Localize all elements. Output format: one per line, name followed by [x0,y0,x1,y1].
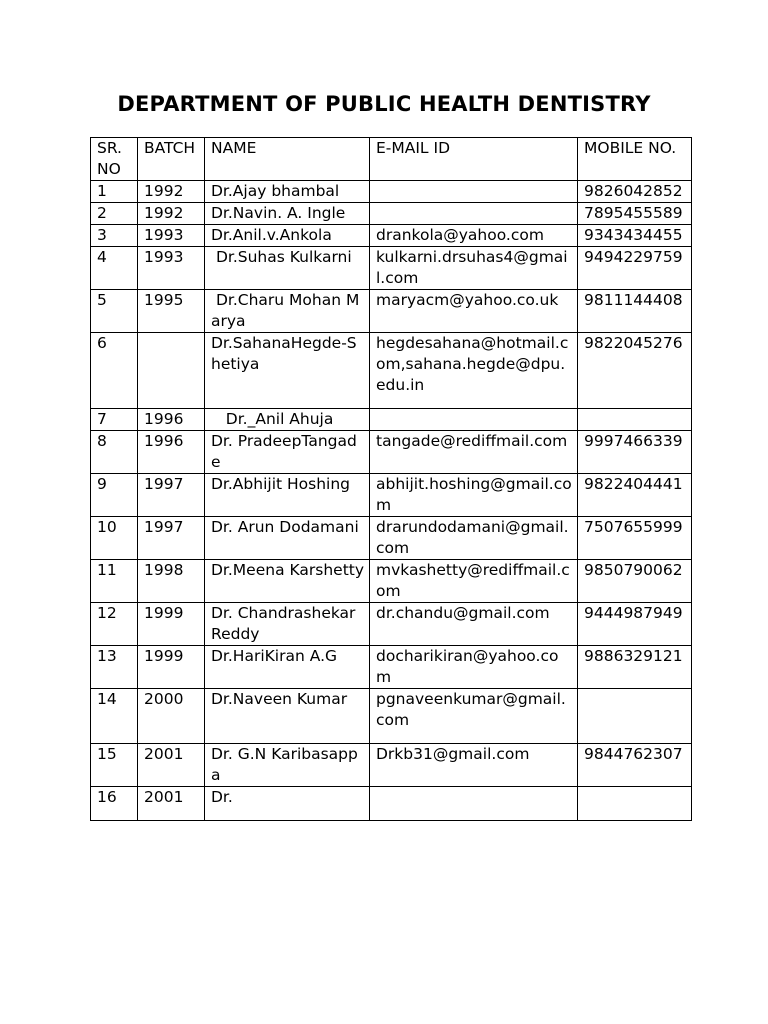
cell-sr: 3 [91,225,138,247]
cell-name: Dr.Anil.v.Ankola [205,225,370,247]
cell-sr: 15 [91,744,138,787]
cell-batch: 1993 [138,225,205,247]
table-row [91,744,692,787]
table-row [91,517,692,560]
cell-mobile: 9886329121 [578,646,692,689]
cell-email: drarundodamani@gmail.com [370,517,578,560]
cell-name: Dr.Meena Karshetty [205,560,370,603]
cell-email [370,203,578,225]
cell-mobile: 9997466339 [578,431,692,474]
header-mobile: MOBILE NO. [578,138,692,181]
page-title: DEPARTMENT OF PUBLIC HEALTH DENTISTRY [117,92,651,116]
cell-name: Dr.SahanaHegde-Shetiya [205,333,370,409]
cell-name: Dr. PradeepTangade [205,431,370,474]
cell-mobile: 9494229759 [578,247,692,290]
cell-batch: 2001 [138,744,205,787]
cell-sr: 10 [91,517,138,560]
alumni-table [90,137,692,821]
cell-mobile: 9811144408 [578,290,692,333]
cell-mobile: 9850790062 [578,560,692,603]
cell-sr: 7 [91,409,138,431]
cell-mobile: 9822404441 [578,474,692,517]
cell-name: Dr.Naveen Kumar [205,689,370,744]
cell-name: Dr.Ajay bhambal [205,181,370,203]
cell-sr: 5 [91,290,138,333]
cell-email: pgnaveenkumar@gmail.com [370,689,578,744]
cell-name: Dr.Suhas Kulkarni [205,247,370,290]
table-row [91,290,692,333]
cell-name: Dr. Arun Dodamani [205,517,370,560]
cell-name: Dr. [205,787,370,821]
cell-sr: 13 [91,646,138,689]
table-row [91,603,692,646]
cell-batch: 1992 [138,181,205,203]
cell-sr: 11 [91,560,138,603]
header-sr-no: SR. NO [91,138,138,181]
cell-name: Dr.Abhijit Hoshing [205,474,370,517]
cell-sr: 12 [91,603,138,646]
cell-name: Dr.Charu Mohan Marya [205,290,370,333]
cell-mobile: 9444987949 [578,603,692,646]
cell-batch: 1998 [138,560,205,603]
cell-sr: 9 [91,474,138,517]
table-row [91,474,692,517]
cell-batch: 2000 [138,689,205,744]
cell-email: drankola@yahoo.com [370,225,578,247]
cell-email: kulkarni.drsuhas4@gmail.com [370,247,578,290]
table-row [91,203,692,225]
cell-name: Dr. G.N Karibasappa [205,744,370,787]
cell-sr: 4 [91,247,138,290]
cell-email: docharikiran@yahoo.com [370,646,578,689]
cell-name: Dr._Anil Ahuja [205,409,370,431]
header-name: NAME [205,138,370,181]
table-row [91,247,692,290]
cell-batch: 1999 [138,646,205,689]
table-row [91,181,692,203]
cell-mobile: 7895455589 [578,203,692,225]
cell-mobile: 7507655999 [578,517,692,560]
cell-sr: 1 [91,181,138,203]
cell-email: maryacm@yahoo.co.uk [370,290,578,333]
table-row [91,787,692,821]
table-row [91,689,692,744]
cell-sr: 16 [91,787,138,821]
header-batch: BATCH [138,138,205,181]
cell-name: Dr.Navin. A. Ingle [205,203,370,225]
cell-batch: 1996 [138,431,205,474]
cell-name: Dr. Chandrashekar Reddy [205,603,370,646]
table-row [91,560,692,603]
table-row [91,646,692,689]
cell-email: dr.chandu@gmail.com [370,603,578,646]
cell-mobile: 9343434455 [578,225,692,247]
cell-batch: 2001 [138,787,205,821]
cell-email: Drkb31@gmail.com [370,744,578,787]
cell-email: mvkashetty@rediffmail.com [370,560,578,603]
cell-mobile: 9826042852 [578,181,692,203]
cell-mobile [578,787,692,821]
cell-batch: 1997 [138,474,205,517]
cell-batch: 1999 [138,603,205,646]
cell-mobile: 9822045276 [578,333,692,409]
cell-sr: 8 [91,431,138,474]
cell-batch: 1997 [138,517,205,560]
table-row [91,409,692,431]
cell-batch: 1993 [138,247,205,290]
table-header-row [91,138,692,181]
cell-sr: 6 [91,333,138,409]
cell-email: hegdesahana@hotmail.com,sahana.hegde@dpu.edu.in [370,333,578,409]
cell-batch: 1996 [138,409,205,431]
cell-mobile: 9844762307 [578,744,692,787]
table-row [91,333,692,409]
cell-mobile [578,689,692,744]
cell-batch: 1992 [138,203,205,225]
cell-email [370,787,578,821]
cell-sr: 2 [91,203,138,225]
cell-email [370,409,578,431]
cell-email: abhijit.hoshing@gmail.com [370,474,578,517]
cell-batch [138,333,205,409]
cell-email: tangade@rediffmail.com [370,431,578,474]
cell-name: Dr.HariKiran A.G [205,646,370,689]
cell-mobile [578,409,692,431]
header-email: E-MAIL ID [370,138,578,181]
cell-email [370,181,578,203]
table-row [91,431,692,474]
cell-batch: 1995 [138,290,205,333]
cell-sr: 14 [91,689,138,744]
table-row [91,225,692,247]
